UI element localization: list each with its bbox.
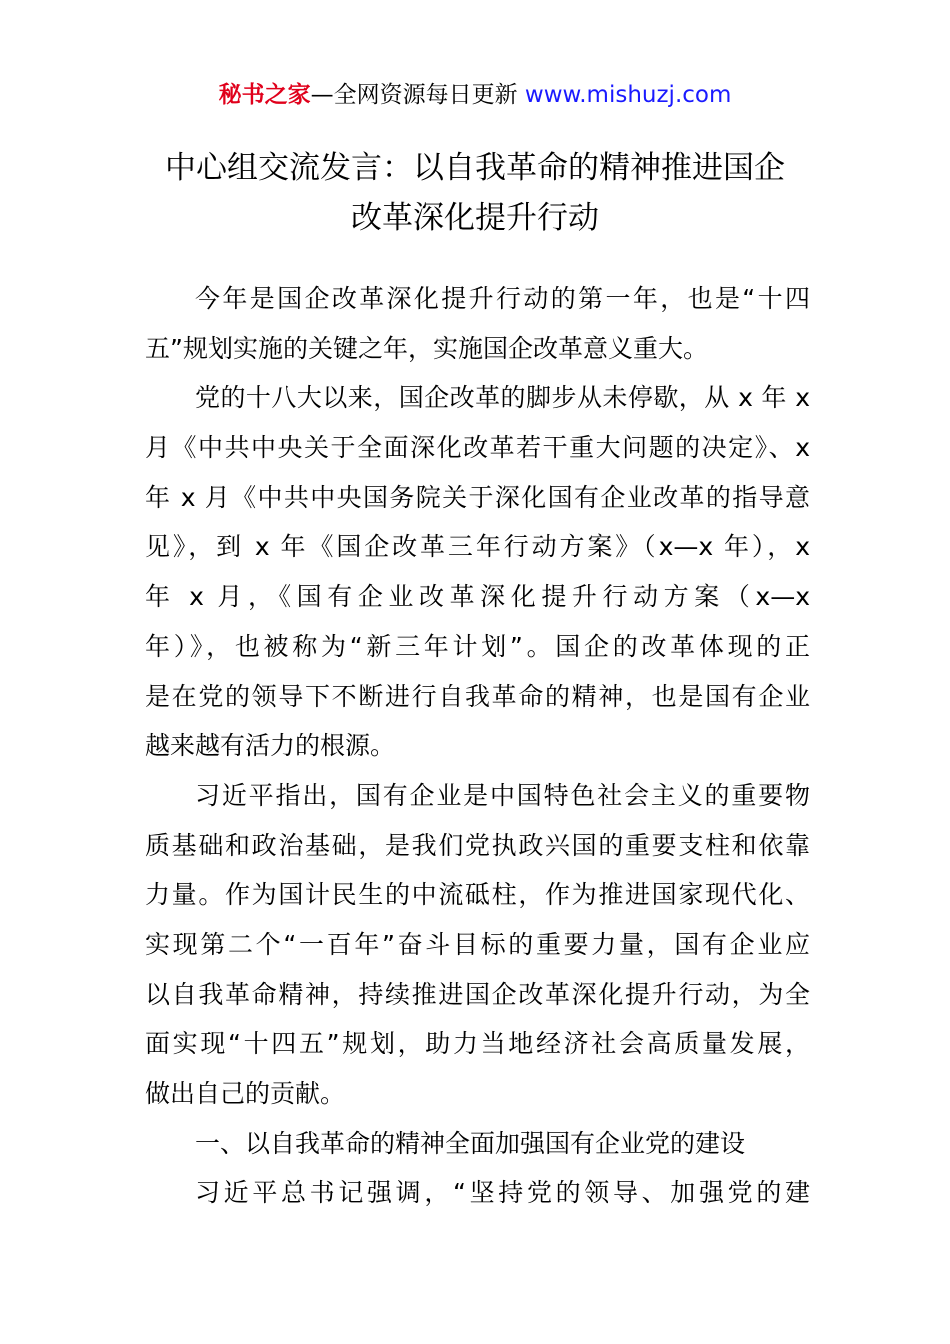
text-line: 质基础和政治基础，是我们党执政兴国的重要支柱和依靠 xyxy=(145,830,810,860)
text-line: 力量。作为国计民生的中流砥柱，作为推进国家现代化、 xyxy=(145,880,810,910)
text-line: 面实现“十四五”规划，助力当地经济社会高质量发展， xyxy=(145,1029,810,1059)
text-line: 见》，到 x 年《国企改革三年行动方案》（x—x 年），x xyxy=(145,532,810,562)
text-line: 年 x 月《中共中央国务院关于深化国有企业改革的指导意 xyxy=(145,482,810,512)
text-line: 月《中共中央关于全面深化改革若干重大问题的决定》、x xyxy=(145,433,810,463)
text-line: 党的十八大以来，国企改革的脚步从未停歇，从 x 年 x xyxy=(195,383,810,413)
document-body xyxy=(145,274,810,1218)
text-line: 习近平总书记强调，“坚持党的领导、加强党的建 xyxy=(195,1178,810,1208)
site-header xyxy=(0,78,950,112)
text-line: 今年是国企改革深化提升行动的第一年，也是“十四 xyxy=(195,284,810,313)
text-line: 年 x 月，《国有企业改革深化提升行动方案（x—x xyxy=(145,582,810,612)
text-line: 习近平指出，国有企业是中国特色社会主义的重要物 xyxy=(195,780,810,810)
text-line: 一、以自我革命的精神全面加强国有企业党的建设 xyxy=(195,1128,746,1158)
text-line: 实现第二个“一百年”奋斗目标的重要力量，国有企业应 xyxy=(145,929,810,959)
text-line: 以自我革命精神，持续推进国企改革深化提升行动，为全 xyxy=(145,979,810,1009)
document-title xyxy=(100,143,850,243)
text-line: 是在党的领导下不断进行自我革命的精神，也是国有企业 xyxy=(145,681,810,711)
text-line: 做出自己的贡献。 xyxy=(145,1079,346,1108)
text-line: 年）》，也被称为“新三年计划”。国企的改革体现的正 xyxy=(145,631,810,661)
site-tagline: —全网资源每日更新 xyxy=(310,82,525,108)
title-line: 中心组交流发言：以自我革命的精神推进国企 xyxy=(165,149,785,186)
site-url-link[interactable]: www.mishuzj.com xyxy=(524,82,732,108)
site-brand: 秘书之家 xyxy=(218,82,311,108)
text-line: 越来越有活力的根源。 xyxy=(145,731,396,761)
title-line: 改革深化提升行动 xyxy=(351,199,599,236)
text-line: 五”规划实施的关键之年，实施国企改革意义重大。 xyxy=(145,333,708,363)
